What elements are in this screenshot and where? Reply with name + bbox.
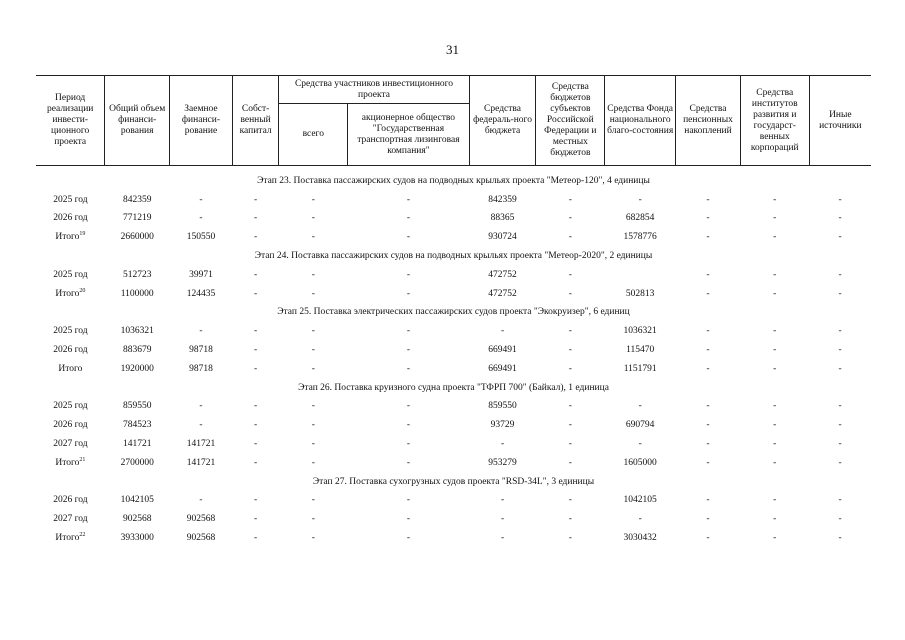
value-cell: - xyxy=(838,533,842,544)
period-cell xyxy=(36,341,105,360)
page-number: 31 xyxy=(446,42,459,57)
value-cell: - xyxy=(568,439,572,450)
period-label: 2025 год xyxy=(53,326,88,337)
value-cell: - xyxy=(199,326,203,337)
value-cell: - xyxy=(773,495,777,506)
value-cell: 902568 xyxy=(122,514,152,525)
value-cell: - xyxy=(199,420,203,431)
value-cell: - xyxy=(199,194,203,205)
footnote-ref: 19 xyxy=(79,231,86,238)
value-cell: 1578776 xyxy=(623,232,657,243)
value-cell: - xyxy=(406,363,410,374)
table-row xyxy=(36,435,871,454)
value-cell: - xyxy=(311,269,315,280)
period-cell xyxy=(36,322,105,341)
period-cell xyxy=(36,266,105,285)
value-cell: - xyxy=(638,439,642,450)
value-cell: - xyxy=(638,514,642,525)
value-cell: - xyxy=(838,363,842,374)
value-cell: - xyxy=(406,345,410,356)
value-cell: - xyxy=(500,495,505,506)
value-cell: - xyxy=(254,420,258,431)
value-cell: - xyxy=(406,439,410,450)
value-cell: - xyxy=(706,232,710,243)
header-regional: Средства бюджетов субъектов Российской Федерации и местных бюджетов xyxy=(536,76,605,166)
value-cell: - xyxy=(311,401,315,412)
period-label: 2026 год xyxy=(53,213,88,224)
value-cell: - xyxy=(568,363,572,374)
value-cell: 1036321 xyxy=(623,326,657,337)
value-cell: - xyxy=(311,514,315,525)
value-cell: - xyxy=(568,533,572,544)
stage-title-row xyxy=(36,247,871,266)
value-cell: - xyxy=(773,232,777,243)
header-participants-gtlk: акционерное общество "Государственная транспортная лизинговая компания" xyxy=(348,104,469,166)
table-row xyxy=(36,360,871,379)
period-label: 2025 год xyxy=(53,401,88,412)
value-cell: - xyxy=(706,326,710,337)
value-cell: - xyxy=(254,213,258,224)
stage-title: Этап 24. Поставка пассажирских судов на подводных крыльях проекта "Метеор-2020", 2 единицы xyxy=(254,251,653,262)
value-cell: - xyxy=(838,326,842,337)
value-cell: - xyxy=(406,420,410,431)
table-row xyxy=(36,398,871,417)
value-cell: 472752 xyxy=(488,269,517,280)
value-cell: - xyxy=(311,495,315,506)
value-cell: - xyxy=(406,401,410,412)
value-cell: 3933000 xyxy=(120,533,154,544)
value-cell: - xyxy=(568,326,572,337)
value-cell: - xyxy=(706,288,710,299)
period-cell xyxy=(36,191,105,210)
value-cell: - xyxy=(254,533,258,544)
period-cell xyxy=(36,285,105,304)
value-cell: - xyxy=(568,420,572,431)
value-cell: 1151791 xyxy=(623,363,657,374)
value-cell: - xyxy=(199,213,203,224)
value-cell: - xyxy=(254,288,258,299)
value-cell: 39971 xyxy=(189,269,213,280)
value-cell: - xyxy=(254,326,258,337)
value-cell: - xyxy=(838,345,842,356)
value-cell: - xyxy=(500,533,505,544)
table-row xyxy=(36,228,871,247)
value-cell: - xyxy=(500,514,505,525)
period-label: 2026 год xyxy=(53,420,88,431)
table-row xyxy=(36,492,871,511)
value-cell: - xyxy=(199,495,203,506)
value-cell: - xyxy=(706,495,710,506)
value-cell: 1100000 xyxy=(120,288,154,299)
stage-title-row xyxy=(36,379,871,398)
value-cell: - xyxy=(838,232,842,243)
table-body xyxy=(36,166,871,548)
value-cell: 1042105 xyxy=(623,495,657,506)
value-cell: - xyxy=(406,457,410,468)
stage-title: Этап 25. Поставка электрических пассажирских судов проекта "Экокруизер", 6 единиц xyxy=(277,307,630,318)
value-cell: - xyxy=(638,194,642,205)
footnote-ref: 22 xyxy=(79,531,86,538)
value-cell: - xyxy=(706,533,710,544)
value-cell: 115470 xyxy=(626,345,655,356)
table-row xyxy=(36,266,871,285)
table-row xyxy=(36,341,871,360)
value-cell: - xyxy=(838,213,842,224)
table-row xyxy=(36,454,871,473)
value-cell: - xyxy=(706,439,710,450)
value-cell: - xyxy=(773,401,777,412)
value-cell: - xyxy=(706,213,710,224)
value-cell: 141721 xyxy=(186,457,216,468)
value-cell: - xyxy=(773,326,777,337)
value-cell: 2660000 xyxy=(120,232,154,243)
value-cell: - xyxy=(254,495,258,506)
value-cell: - xyxy=(254,194,258,205)
value-cell: - xyxy=(254,514,258,525)
value-cell: 98718 xyxy=(189,345,213,356)
footnote-ref: 21 xyxy=(79,456,86,463)
value-cell: 124435 xyxy=(186,288,216,299)
value-cell: - xyxy=(406,269,410,280)
value-cell: - xyxy=(838,288,842,299)
period-label: Итого xyxy=(55,288,80,299)
value-cell: - xyxy=(311,326,315,337)
value-cell: - xyxy=(311,194,315,205)
value-cell: - xyxy=(706,401,710,412)
value-cell: - xyxy=(568,401,572,412)
value-cell: - xyxy=(706,345,710,356)
value-cell: 1036321 xyxy=(120,326,154,337)
value-cell: - xyxy=(254,401,258,412)
value-cell: - xyxy=(773,363,777,374)
value-cell: - xyxy=(311,288,315,299)
stage-title: Этап 27. Поставка сухогрузных судов проекта "RSD-34L", 3 единицы xyxy=(312,476,595,487)
value-cell: - xyxy=(568,495,572,506)
value-cell: - xyxy=(500,439,505,450)
table-row xyxy=(36,416,871,435)
period-cell xyxy=(36,398,105,417)
table-row xyxy=(36,322,871,341)
period-cell xyxy=(36,510,105,529)
value-cell: - xyxy=(199,401,203,412)
value-cell: - xyxy=(706,457,710,468)
value-cell: 669491 xyxy=(488,363,517,374)
stage-title: Этап 26. Поставка круизного судна проекта "ТФРП 700" (Байкал), 1 единица xyxy=(298,382,609,393)
period-label: 2025 год xyxy=(53,269,88,280)
value-cell: 98718 xyxy=(189,363,213,374)
value-cell: 669491 xyxy=(488,345,517,356)
value-cell: 953279 xyxy=(488,457,517,468)
value-cell: 93729 xyxy=(490,420,515,431)
financing-table xyxy=(36,75,871,548)
period-label: 2025 год xyxy=(53,194,88,205)
value-cell: - xyxy=(311,457,315,468)
value-cell: - xyxy=(838,401,842,412)
value-cell: - xyxy=(568,232,572,243)
period-cell xyxy=(36,435,105,454)
period-label: 2027 год xyxy=(53,439,88,450)
header-institutes: Средства институтов развития и государст-венных корпораций xyxy=(740,76,809,166)
value-cell: - xyxy=(773,533,777,544)
value-cell: - xyxy=(406,533,410,544)
value-cell: - xyxy=(406,232,410,243)
value-cell: - xyxy=(254,439,258,450)
value-cell: - xyxy=(773,194,777,205)
value-cell: 2700000 xyxy=(120,457,154,468)
period-label: Итого xyxy=(55,533,80,544)
value-cell: - xyxy=(568,345,572,356)
value-cell: - xyxy=(406,495,410,506)
value-cell: - xyxy=(838,194,842,205)
value-cell: - xyxy=(311,533,315,544)
value-cell: 842359 xyxy=(488,194,517,205)
header-total: Общий объем финанси-рования xyxy=(105,76,170,166)
header-other: Иные источники xyxy=(809,76,871,166)
value-cell: - xyxy=(773,269,777,280)
value-cell: - xyxy=(568,194,572,205)
period-cell xyxy=(36,454,105,473)
value-cell: - xyxy=(406,194,410,205)
value-cell: - xyxy=(311,420,315,431)
header-fund: Средства Фонда национального благо-состояния xyxy=(605,76,676,166)
period-cell xyxy=(36,416,105,435)
value-cell xyxy=(605,266,676,285)
value-cell: - xyxy=(773,213,777,224)
value-cell: - xyxy=(568,269,572,280)
period-label: Итого xyxy=(55,232,80,243)
header-participants-all: всего xyxy=(279,104,348,166)
value-cell: 512723 xyxy=(122,269,152,280)
value-cell: - xyxy=(406,326,410,337)
value-cell: - xyxy=(706,194,710,205)
period-label: 2026 год xyxy=(53,495,88,506)
value-cell: - xyxy=(773,457,777,468)
value-cell: - xyxy=(568,288,572,299)
value-cell: 1042105 xyxy=(120,495,154,506)
table-row xyxy=(36,529,871,548)
period-label: Итого xyxy=(55,457,80,468)
value-cell: - xyxy=(406,213,410,224)
period-cell xyxy=(36,529,105,548)
value-cell: - xyxy=(838,514,842,525)
stage-title-row xyxy=(36,172,871,191)
value-cell: - xyxy=(568,514,572,525)
value-cell: 1920000 xyxy=(120,363,154,374)
period-label: 2027 год xyxy=(53,514,88,525)
value-cell: 3030432 xyxy=(623,533,657,544)
value-cell: - xyxy=(568,213,572,224)
value-cell: 472752 xyxy=(488,288,517,299)
value-cell: 859550 xyxy=(122,401,152,412)
value-cell: - xyxy=(406,288,410,299)
period-cell xyxy=(36,210,105,229)
value-cell: - xyxy=(838,439,842,450)
value-cell: 690794 xyxy=(625,420,655,431)
value-cell: - xyxy=(254,269,258,280)
header-federal: Средства федераль-ного бюджета xyxy=(469,76,536,166)
value-cell: 930724 xyxy=(488,232,517,243)
header-period: Период реализации инвести-ционного проекта xyxy=(36,76,105,166)
value-cell: - xyxy=(773,420,777,431)
value-cell: 1605000 xyxy=(623,457,657,468)
period-cell xyxy=(36,228,105,247)
value-cell: - xyxy=(838,457,842,468)
value-cell: - xyxy=(706,514,710,525)
period-cell xyxy=(36,360,105,379)
value-cell: - xyxy=(706,420,710,431)
header-loan: Заемное финанси-рование xyxy=(170,76,233,166)
value-cell: - xyxy=(406,514,410,525)
value-cell: 771219 xyxy=(122,213,152,224)
value-cell: 784523 xyxy=(122,420,152,431)
value-cell: 842359 xyxy=(122,194,152,205)
value-cell: - xyxy=(311,439,315,450)
table-row xyxy=(36,510,871,529)
table-header xyxy=(36,76,871,166)
value-cell: - xyxy=(254,345,258,356)
value-cell: 150550 xyxy=(186,232,216,243)
value-cell: - xyxy=(311,213,315,224)
value-cell: 902568 xyxy=(186,514,216,525)
value-cell: - xyxy=(254,232,258,243)
value-cell: - xyxy=(773,345,777,356)
header-participants: Средства участников инвестиционного проекта xyxy=(279,76,469,104)
value-cell: - xyxy=(838,269,842,280)
value-cell: - xyxy=(311,363,315,374)
table-row xyxy=(36,191,871,210)
stage-title-row xyxy=(36,473,871,492)
value-cell: 682854 xyxy=(625,213,655,224)
value-cell: - xyxy=(773,514,777,525)
value-cell: 141721 xyxy=(122,439,152,450)
value-cell: - xyxy=(500,326,505,337)
value-cell: - xyxy=(254,363,258,374)
value-cell: - xyxy=(706,363,710,374)
value-cell: 141721 xyxy=(186,439,216,450)
value-cell: - xyxy=(568,457,572,468)
value-cell: 859550 xyxy=(488,401,517,412)
footnote-ref: 20 xyxy=(79,287,86,294)
value-cell: - xyxy=(638,401,642,412)
header-pension: Средства пенсионных накоплений xyxy=(676,76,741,166)
period-cell xyxy=(36,492,105,511)
value-cell: - xyxy=(773,288,777,299)
value-cell: 883679 xyxy=(122,345,152,356)
table-row xyxy=(36,285,871,304)
stage-title-row xyxy=(36,304,871,323)
value-cell: 502813 xyxy=(625,288,655,299)
value-cell: - xyxy=(706,269,710,280)
value-cell: - xyxy=(254,457,258,468)
value-cell: - xyxy=(311,232,315,243)
value-cell: - xyxy=(838,495,842,506)
value-cell: - xyxy=(311,345,315,356)
value-cell: - xyxy=(838,420,842,431)
header-own: Собст-венный капитал xyxy=(232,76,279,166)
period-label: Итого xyxy=(58,363,83,374)
table-row xyxy=(36,210,871,229)
value-cell: 902568 xyxy=(186,533,216,544)
period-label: 2026 год xyxy=(53,345,88,356)
value-cell: 88365 xyxy=(490,213,515,224)
value-cell: - xyxy=(773,439,777,450)
stage-title: Этап 23. Поставка пассажирских судов на подводных крыльях проекта "Метеор-120", 4 единицы xyxy=(257,175,650,186)
